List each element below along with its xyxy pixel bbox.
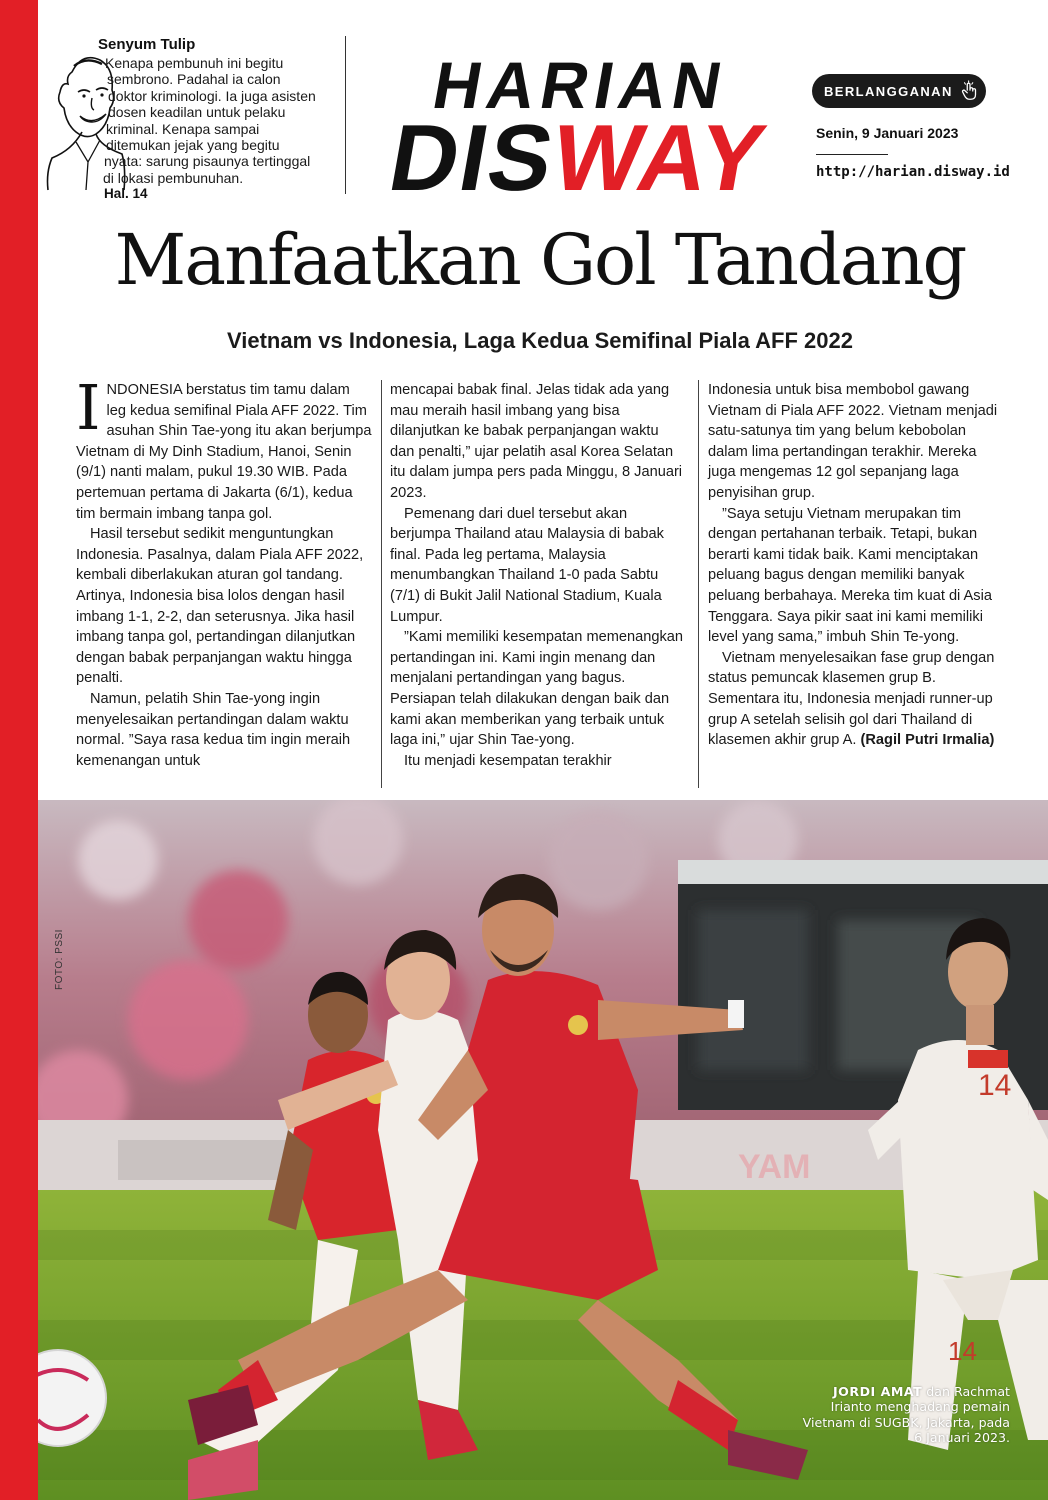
- drop-cap: I: [76, 371, 101, 444]
- svg-text:YAM: YAM: [738, 1148, 811, 1186]
- column-divider: [381, 380, 382, 788]
- article-byline: (Ragil Putri Irmalia): [860, 732, 995, 749]
- teaser-line: kriminal. Kenapa sampai: [106, 120, 260, 137]
- article-column-1: [76, 371, 372, 771]
- teaser-line: nyata: sarung pisaunya tertinggal: [104, 153, 311, 170]
- photo-credit-wrap: [54, 930, 68, 990]
- harian-disway-logo: [380, 40, 800, 200]
- article-paragraph: Pemenang dari duel tersebut akan berjumpa Thailand atau Malaysia di babak final. Pada leg pertama, Malaysia menumbangkan Thailand 1-0 pada Sabtu (7/1) di Bukit Jalil National Stadium, Kuala Lumpur.: [390, 505, 664, 625]
- hand-pointer-icon: [959, 80, 981, 102]
- article-paragraph: Namun, pelatih Shin Tae-yong ingin menyelesaikan pertandingan dalam waktu normal. ”Saya rasa kedua tim ingin meraih kemenangan untuk: [76, 690, 351, 769]
- teaser-line: sembrono. Padahal ia calon: [107, 71, 281, 88]
- teaser-line: di lokasi pembunuhan.: [103, 169, 244, 186]
- shorts-number: 14: [948, 1336, 977, 1366]
- logo-line-2-red: WAY: [544, 105, 775, 200]
- main-headline: Manfaatkan Gol Tandang: [114, 219, 966, 301]
- senyum-tulip-column: [38, 30, 350, 210]
- article-column-2: [390, 380, 686, 771]
- masthead-logo[interactable]: [380, 40, 800, 200]
- photo-credit: FOTO: PSSI: [54, 929, 65, 990]
- subscribe-label: BERLANGGANAN: [824, 83, 953, 99]
- teaser-line: Kenapa pembunuh ini begitu: [105, 55, 284, 71]
- date-divider: [816, 154, 888, 155]
- teaser-line: doktor kriminologi. Ia juga asisten: [108, 87, 316, 104]
- site-url-link[interactable]: http://harian.disway.id: [816, 164, 1010, 180]
- article-paragraph: mencapai babak final. Jelas tidak ada yang mau meraih hasil imbang yang bisa dilanjutkan ke babak perpanjangan waktu dan penalti,” ujar pelatih asal Korea Selatan itu dalam jumpa pers pada Minggu, 8 Januari 2023.: [390, 382, 683, 501]
- article-paragraph: ”Saya setuju Vietnam merupakan tim dengan pertahanan terbaik. Tetapi, bukan berarti kami tidak baik. Kami menciptakan peluang bagus dengan memiliki banyak peluang berbahaya. Mereka tim kuat di Asia Tenggara. Saya pikir saat ini kami memiliki level yang sama,” imbuh Shin Te-yong.: [708, 505, 992, 646]
- issue-date: Senin, 9 Januari 2023: [816, 125, 959, 141]
- article-paragraph: Itu menjadi kesempatan terakhir: [404, 752, 612, 769]
- column-page-ref[interactable]: Hal. 14: [104, 186, 148, 201]
- photo-caption: [800, 1384, 1010, 1446]
- article-paragraph: Indonesia untuk bisa membobol gawang Vietnam di Piala AFF 2022. Vietnam menjadi satu-satunya tim yang belum kebobolan dalam lima pertandingan terakhir. Mereka juga mengemas 12 gol sepanjang laga penyisihan grup.: [708, 382, 998, 501]
- article-paragraph: Hasil tersebut sedikit menguntungkan Indonesia. Pasalnya, dalam Piala AFF 2022, kembali diberlakukan aturan gol tandang. Artinya, Indonesia bisa lolos dengan hasil imbang 1-1, 2-2, dan seterusnya. Jika hasil imbang tanpa gol, pertandingan dilanjutkan dengan babak perpanjangan waktu hingga penalti.: [76, 526, 364, 687]
- column-teaser: [105, 55, 345, 186]
- logo-line-2-black: DIS: [381, 105, 564, 200]
- left-red-bar: [0, 0, 38, 1500]
- article-column-3: [708, 380, 1008, 751]
- subscribe-button[interactable]: [812, 74, 986, 108]
- caption-name: JORDI AMAT: [833, 1384, 923, 1399]
- article-paragraph: Vietnam menyelesaikan fase grup dengan status pemuncak klasemen grup B. Sementara itu, Indonesia menjadi runner-up grup A setelah selisih gol dari Thailand di klasemen akhir grup A. (Ragil Putri Irmalia): [708, 649, 995, 749]
- teaser-line: dosen keadilan untuk pelaku: [108, 104, 286, 121]
- article-paragraph: ”Kami memiliki kesempatan memenangkan pertandingan ini. Kami ingin menang dan menjalani pertandingan yang bagus. Persiapan telah dilakukan dengan baik dan kami akan memberikan yang terbaik untuk laga ini,” ujar Shin Tae-yong.: [390, 629, 684, 749]
- caption-text: dan Rachmat Irianto menghadang pemain Vietnam di SUGBK, Jakarta, pada 6 Januari 2023.: [802, 1384, 1010, 1446]
- column-divider: [698, 380, 699, 788]
- svg-text:DISWAY: [382, 106, 775, 200]
- article-paragraph: INDONESIA berstatus tim tamu dalam leg kedua semifinal Piala AFF 2022. Tim asuhan Shin Tae-yong itu akan berjumpa Vietnam di My Dinh Stadium, Hanoi, Senin (9/1) nanti malam, pukul 19.30 WIB. Pada pertemuan pertama di Jakarta (6/1), kedua tim bermain imbang tanpa gol.: [76, 371, 372, 522]
- sub-headline: Vietnam vs Indonesia, Laga Kedua Semifinal Piala AFF 2022: [226, 328, 853, 353]
- column-title: Senyum Tulip: [98, 36, 196, 53]
- header-divider: [345, 36, 346, 194]
- teaser-line: ditemukan jejak yang begitu: [106, 137, 280, 154]
- jersey-number: 14: [978, 1069, 1012, 1102]
- logo-line-1: HARIAN: [427, 49, 733, 123]
